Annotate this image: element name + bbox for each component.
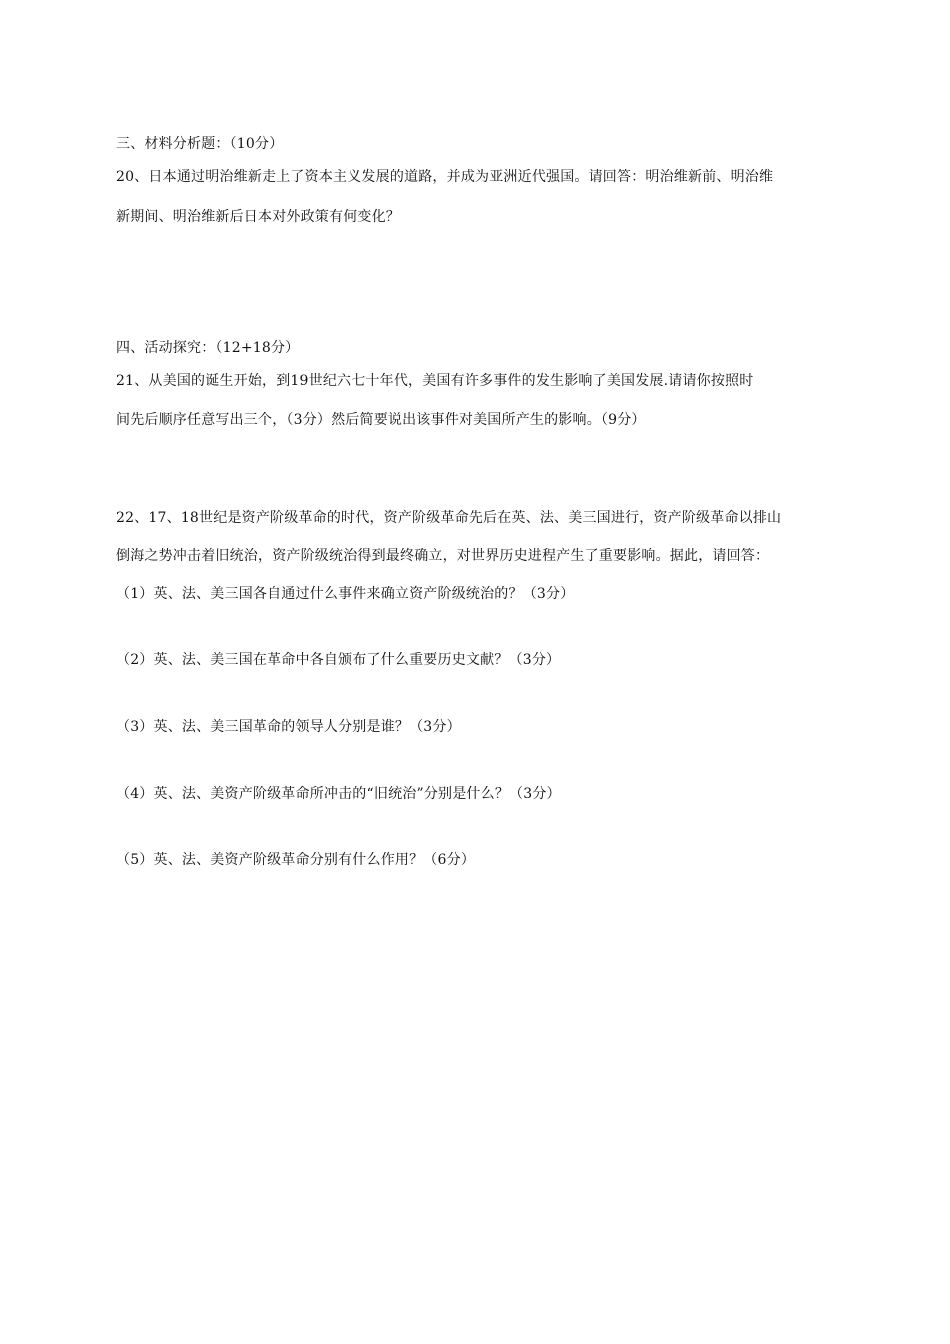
q21-line2: 间先后顺序任意写出三个，（3分）然后简要说出该事件对美国所产生的影响。（9分） bbox=[116, 412, 646, 428]
q22-sub5: （5）英、法、美资产阶级革命分别有什么作用？（6分） bbox=[116, 852, 476, 868]
q21-line1: 21、从美国的诞生开始，到19世纪六七十年代，美国有许多事件的发生影响了美国发展.请请你按照时 bbox=[116, 373, 754, 389]
q22-sub4: （4）英、法、美资产阶级革命所冲击的“旧统治”分别是什么？（3分） bbox=[116, 786, 561, 802]
q22-line2: 倒海之势冲击着旧统治，资产阶级统治得到最终确立，对世界历史进程产生了重要影响。据此，请回答： bbox=[116, 548, 770, 564]
q22-sub1: （1）英、法、美三国各自通过什么事件来确立资产阶级统治的？（3分） bbox=[116, 586, 575, 602]
section3-heading: 三、材料分析题：（10分） bbox=[116, 136, 284, 152]
q22-sub2: （2）英、法、美三国在革命中各自颁布了什么重要历史文献？（3分） bbox=[116, 652, 561, 668]
q20-line2: 新期间、明治维新后日本对外政策有何变化？ bbox=[116, 209, 400, 225]
q22-sub3: （3）英、法、美三国革命的领导人分别是谁？（3分） bbox=[116, 719, 461, 735]
q20-line1: 20、日本通过明治维新走上了资本主义发展的道路，并成为亚洲近代强国。请回答：明治维新前、明治维 bbox=[116, 169, 774, 185]
section4-heading: 四、活动探究：（12+18分） bbox=[116, 340, 300, 356]
q22-line1: 22、17、18世纪是资产阶级革命的时代，资产阶级革命先后在英、法、美三国进行，资产阶级革命以排山 bbox=[116, 510, 782, 526]
